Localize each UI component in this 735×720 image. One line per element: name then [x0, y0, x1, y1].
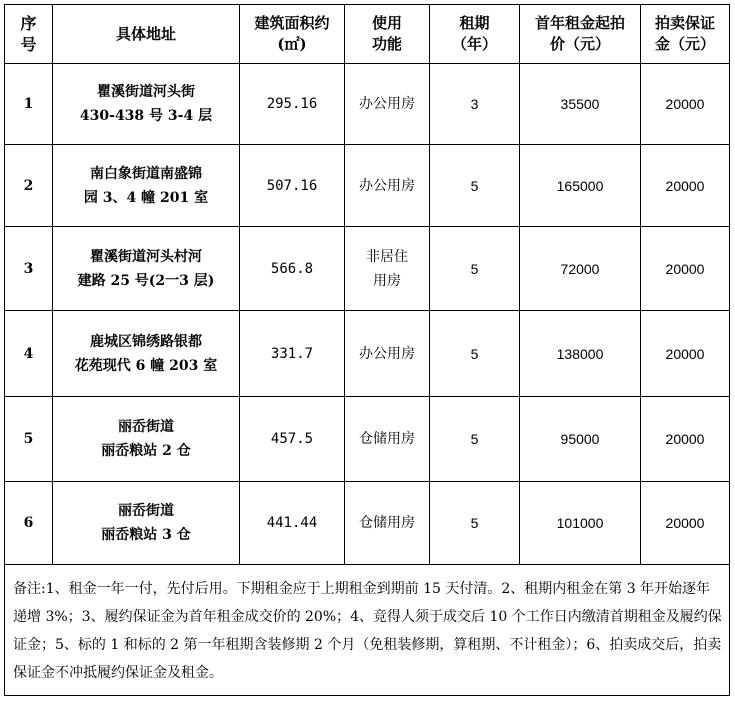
cell-use — [345, 311, 430, 397]
cell-seq: 1 — [5, 64, 53, 145]
cell-term: 3 — [430, 64, 520, 145]
use-line: 办公用房 — [359, 177, 415, 194]
cell-rent: 138000 — [520, 311, 641, 397]
cell-term: 5 — [430, 311, 520, 397]
cell-term: 5 — [430, 482, 520, 565]
cell-address — [53, 145, 240, 227]
cell-address — [53, 311, 240, 397]
header-deposit-line1: 拍卖保证 — [654, 14, 715, 32]
cell-rent: 72000 — [520, 227, 641, 311]
cell-rent: 35500 — [520, 64, 641, 145]
cell-deposit: 20000 — [641, 482, 730, 565]
cell-address — [53, 227, 240, 311]
cell-deposit: 20000 — [641, 227, 730, 311]
cell-area: 441.44 — [240, 482, 345, 565]
address-line: 瞿溪街道河头村河 — [90, 248, 202, 265]
address-line: 鹿城区锦绣路银都 — [90, 333, 202, 350]
cell-rent: 95000 — [520, 397, 641, 482]
header-rent-line2: 价（元） — [549, 35, 610, 53]
address-line: 花苑现代 6 幢 203 室 — [74, 357, 218, 374]
header-term — [430, 5, 520, 64]
address-line: 丽岙街道 — [118, 419, 174, 435]
header-use-line1: 使用 — [371, 14, 402, 32]
header-row — [5, 5, 730, 64]
table-row — [5, 227, 730, 311]
cell-seq: 5 — [5, 397, 53, 482]
cell-address — [53, 397, 240, 482]
use-line: 仓储用房 — [359, 515, 415, 531]
header-seq-line2: 号 — [20, 35, 37, 54]
cell-deposit: 20000 — [641, 397, 730, 482]
cell-term: 5 — [430, 227, 520, 311]
use-line: 非居住 — [366, 248, 408, 265]
cell-use — [345, 64, 430, 145]
header-rent — [520, 5, 641, 64]
use-line: 仓储用房 — [359, 431, 415, 447]
cell-seq: 3 — [5, 227, 53, 311]
address-line: 园 3、4 幢 201 室 — [83, 189, 209, 206]
cell-seq: 4 — [5, 311, 53, 397]
header-term-line2: （年） — [451, 35, 497, 53]
address-line: 丽岙街道 — [118, 503, 174, 519]
cell-seq: 6 — [5, 482, 53, 565]
header-area — [240, 5, 345, 64]
cell-address — [53, 64, 240, 145]
header-deposit-line2: 金（元） — [654, 35, 715, 53]
use-line: 办公用房 — [359, 345, 415, 362]
address-line: 瞿溪街道河头街 — [97, 84, 195, 100]
cell-area: 457.5 — [240, 397, 345, 482]
header-area-line1: 建筑面积约 — [254, 14, 330, 32]
header-address: 具体地址 — [53, 5, 240, 64]
cell-rent: 101000 — [520, 482, 641, 565]
header-area-line2: (㎡) — [277, 35, 307, 53]
table-row — [5, 145, 730, 227]
cell-deposit: 20000 — [641, 145, 730, 227]
cell-rent: 165000 — [520, 145, 641, 227]
cell-deposit: 20000 — [641, 311, 730, 397]
header-deposit — [641, 5, 730, 64]
cell-area: 566.8 — [240, 227, 345, 311]
cell-use — [345, 397, 430, 482]
header-use-line2: 功能 — [371, 35, 402, 53]
auction-table — [4, 4, 730, 696]
address-line: 丽岙粮站 2 仓 — [101, 443, 191, 459]
cell-term: 5 — [430, 145, 520, 227]
address-line: 430-438 号 3-4 层 — [79, 108, 213, 124]
cell-term: 5 — [430, 397, 520, 482]
address-line: 丽岙粮站 3 仓 — [101, 527, 191, 543]
table-row — [5, 64, 730, 145]
cell-use — [345, 482, 430, 565]
cell-area: 295.16 — [240, 64, 345, 145]
table-row — [5, 397, 730, 482]
table-row — [5, 482, 730, 565]
header-seq-line1: 序 — [20, 14, 37, 33]
cell-use — [345, 145, 430, 227]
cell-seq: 2 — [5, 145, 53, 227]
cell-deposit: 20000 — [641, 64, 730, 145]
header-seq — [5, 5, 53, 64]
cell-use — [345, 227, 430, 311]
header-use — [345, 5, 430, 64]
remarks-text: 备注:1、租金一年一付，先付后用。下期租金应于上期租金到期前 15 天付清。2、租期内租金在第 3 年开始逐年递增 3%；3、履约保证金为首年租金成交价的 20%；4、竞得人须于成交后 10 个工作日内缴清首期租金及履约保证金；5、标的 1 和标的 2 第一年租期含装修期 2 个月（免租装修期，算租期、不计租金）；6、拍卖成交后，拍卖保证金不冲抵履约保证金及租金。 — [5, 565, 730, 696]
header-rent-line1: 首年租金起拍 — [534, 14, 625, 32]
use-line: 办公用房 — [359, 96, 415, 112]
table-row — [5, 311, 730, 397]
use-line: 用房 — [373, 272, 401, 289]
cell-area: 331.7 — [240, 311, 345, 397]
cell-area: 507.16 — [240, 145, 345, 227]
header-term-line1: 租期 — [459, 14, 490, 32]
address-line: 南白象街道南盛锦 — [90, 165, 202, 182]
note-row — [5, 565, 730, 696]
cell-address — [53, 482, 240, 565]
address-line: 建路 25 号(2一3 层) — [77, 272, 215, 289]
